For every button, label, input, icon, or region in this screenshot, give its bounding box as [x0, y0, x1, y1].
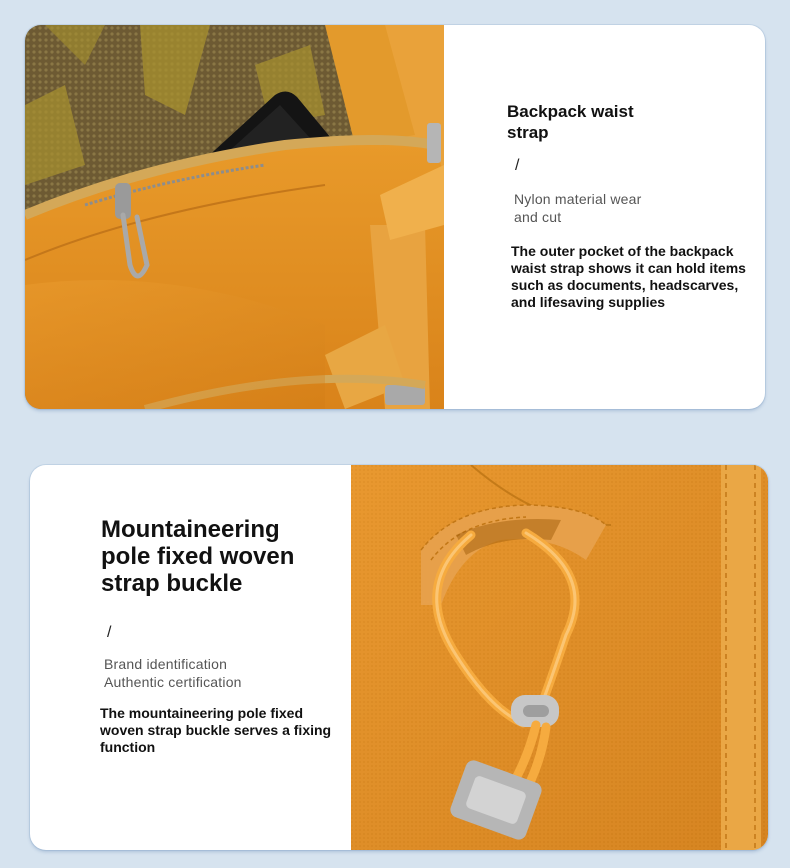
- waist-strap-description: [511, 243, 761, 311]
- pole-buckle-description-line-3: function: [100, 739, 156, 755]
- pole-buckle-description-line-2: woven strap buckle serves a fixing: [100, 722, 332, 738]
- waist-strap-description-line-3: such as documents, headscarves,: [511, 277, 739, 293]
- waist-strap-subtitle-line-2: and cut: [514, 209, 562, 225]
- pole-buckle-subtitle-line-1: Brand identification: [104, 656, 228, 672]
- pole-buckle-description-line-1: The mountaineering pole fixed: [100, 705, 304, 721]
- waist-strap-subtitle-line-1: Nylon material wear: [514, 191, 642, 207]
- pole-buckle-title-line-1: Mountaineering: [101, 516, 280, 543]
- pole-buckle-title-line-3: strap buckle: [101, 570, 243, 597]
- waist-strap-description-line-4: and lifesaving supplies: [511, 294, 666, 310]
- waist-strap-subtitle: [514, 190, 734, 226]
- waist-strap-title: [507, 101, 747, 143]
- waist-strap-text-panel: [444, 25, 765, 409]
- pole-buckle-title: [101, 516, 331, 597]
- pole-buckle-text-panel: [30, 465, 351, 850]
- pole-buckle-photo: [351, 465, 768, 850]
- waist-strap-description-line-2: waist strap shows it can hold items: [511, 260, 746, 276]
- waist-strap-title-line-1: Backpack waist: [507, 102, 634, 121]
- waist-strap-description-line-1: The outer pocket of the backpack: [511, 243, 734, 259]
- pole-buckle-description: [100, 705, 345, 756]
- pole-buckle-divider-slash: /: [107, 624, 112, 641]
- waist-strap-illustration: [25, 25, 444, 409]
- feature-card-pole-buckle: [30, 465, 768, 850]
- pole-buckle-subtitle-line-2: Authentic certification: [104, 674, 242, 690]
- waist-strap-photo: [25, 25, 444, 409]
- feature-card-waist-strap: [25, 25, 765, 409]
- waist-strap-divider-slash: /: [515, 157, 520, 174]
- pole-buckle-illustration: [351, 465, 768, 850]
- waist-strap-title-line-2: strap: [507, 123, 549, 142]
- pole-buckle-subtitle: [104, 655, 344, 691]
- pole-buckle-title-line-2: pole fixed woven: [101, 543, 295, 570]
